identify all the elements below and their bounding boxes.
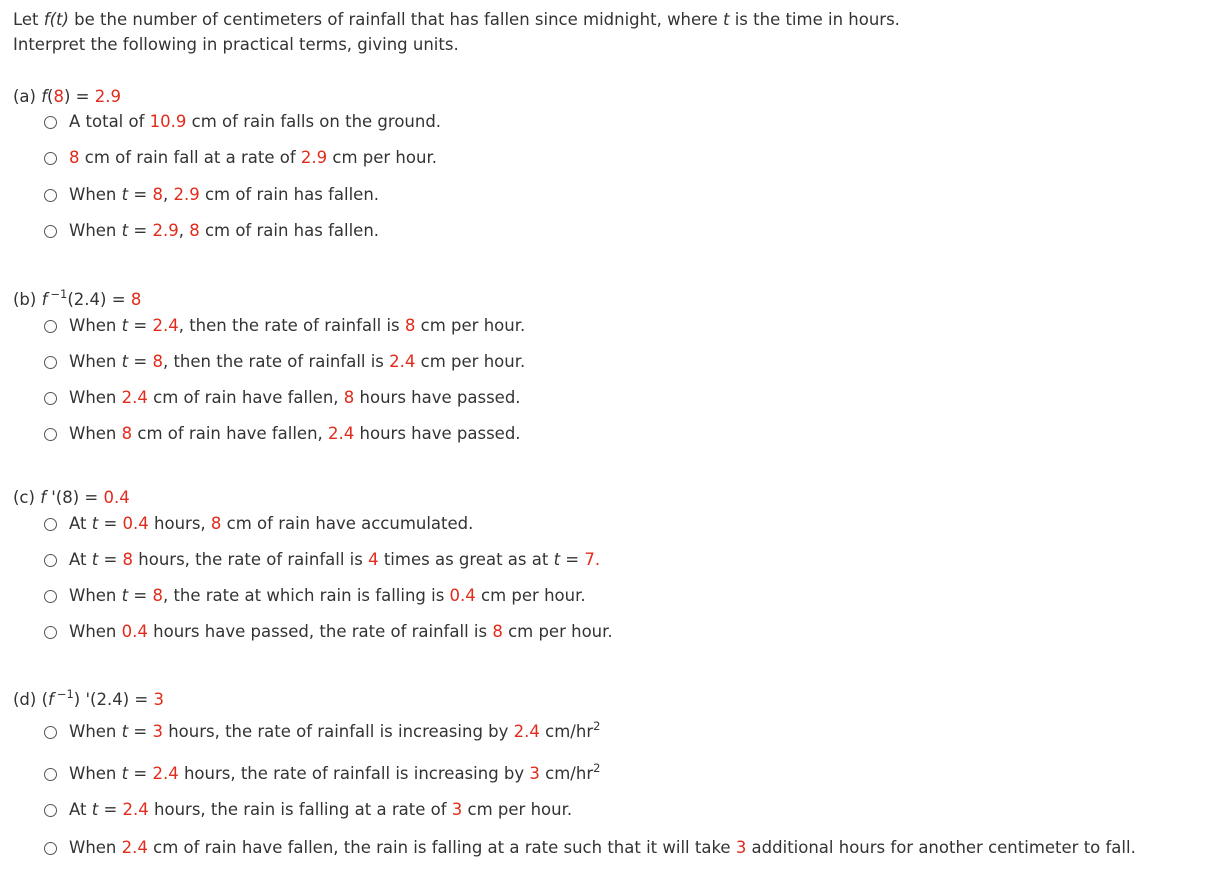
part-d-header: (d) (f $^{-1}$) '(2.4) = 3 [13,687,164,709]
part-a-option-2[interactable]: 8 cm of rain fall at a rate of 2.9 cm per hour. [44,147,437,169]
radio-button[interactable] [44,842,57,855]
radio-button[interactable] [44,225,57,238]
radio-button[interactable] [44,189,57,202]
part-a-option-1[interactable]: A total of 10.9 cm of rain falls on the ground. [44,111,441,133]
radio-button[interactable] [44,590,57,603]
radio-button[interactable] [44,554,57,567]
part-b-option-3[interactable]: When 2.4 cm of rain have fallen, 8 hours have passed. [44,387,521,409]
radio-button[interactable] [44,804,57,817]
part-d-option-1[interactable]: When t = 3 hours, the rate of rainfall is increasing by 2.4 $cm/hr^2$ [44,721,600,743]
radio-button[interactable] [44,768,57,781]
radio-button[interactable] [44,116,57,129]
part-b-header: (b) f $^{-1}$(2.4) = 8 [13,287,142,309]
part-c-header: (c) f '(8) = 0.4 [13,488,130,507]
part-c-option-3[interactable]: When t = 8, the rate at which rain is falling is 0.4 cm per hour. [44,585,586,607]
radio-button[interactable] [44,392,57,405]
intro-line-1: Let f(t) be the number of centimeters of rainfall that has fallen since midnight, where t is the time in hours. [13,10,900,29]
radio-button[interactable] [44,356,57,369]
radio-button[interactable] [44,626,57,639]
part-a-option-3[interactable]: When t = 8, 2.9 cm of rain has fallen. [44,184,379,206]
radio-button[interactable] [44,428,57,441]
part-d-option-2[interactable]: When t = 2.4 hours, the rate of rainfall is increasing by 3 $cm/hr^2$ [44,763,600,785]
part-d-option-3[interactable]: At t = 2.4 hours, the rain is falling at a rate of 3 cm per hour. [44,799,572,821]
part-b-option-4[interactable]: When 8 cm of rain have fallen, 2.4 hours have passed. [44,423,521,445]
question-intro [13,7,900,57]
part-a-option-4[interactable]: When t = 2.9, 8 cm of rain has fallen. [44,220,379,242]
radio-button[interactable] [44,152,57,165]
part-d-option-4[interactable]: When 2.4 cm of rain have fallen, the rain is falling at a rate such that it will take 3 additional hours for another centimeter to fall. [44,837,1136,859]
radio-button[interactable] [44,320,57,333]
part-a-header: (a) f(8) = 2.9 [13,87,121,106]
part-c-option-2[interactable]: At t = 8 hours, the rate of rainfall is 4 times as great as at t = 7. [44,549,600,571]
part-c-option-1[interactable]: At t = 0.4 hours, 8 cm of rain have accumulated. [44,513,473,535]
radio-button[interactable] [44,726,57,739]
part-b-option-2[interactable]: When t = 8, then the rate of rainfall is 2.4 cm per hour. [44,351,525,373]
intro-line-2: Interpret the following in practical terms, giving units. [13,35,459,54]
part-c-option-4[interactable]: When 0.4 hours have passed, the rate of rainfall is 8 cm per hour. [44,621,613,643]
radio-button[interactable] [44,518,57,531]
part-b-option-1[interactable]: When t = 2.4, then the rate of rainfall is 8 cm per hour. [44,315,525,337]
